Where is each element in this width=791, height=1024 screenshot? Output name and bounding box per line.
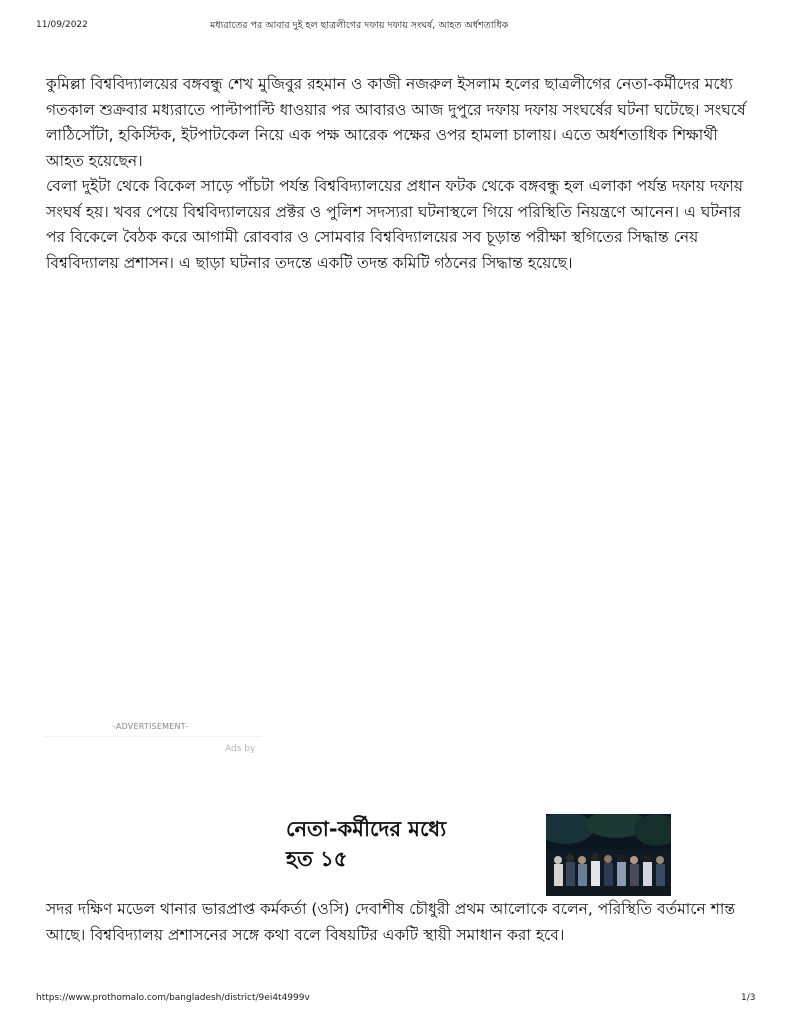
print-header-title: মধ্যরাতের পর আবার দুই হল ছাত্রলীগের দফায় দফায় সংঘর্ষ, আহত অর্ধশতাধিক bbox=[210, 20, 509, 31]
related-article-title[interactable]: নেতা-কর্মীদের মধ্যে হত ১৫ bbox=[286, 817, 447, 871]
crowd-photo-image bbox=[546, 814, 671, 896]
page-number: 1/3 bbox=[741, 993, 756, 1003]
advertisement-divider bbox=[44, 736, 262, 737]
article-paragraph: সদর দক্ষিণ মডেল থানার ভারপ্রাপ্ত কর্মকর্তা (ওসি) দেবাশীষ চৌধুরী প্রথম আলোকে বলেন, পরিস্থিতি বর্তমানে শান্ত আছে। বিশ্ববিদ্যালয় প্রশাসনের সঙ্গে কথা বলে বিষয়টির একটি স্থায়ী সমাধান করা হবে। bbox=[46, 900, 736, 944]
article-paragraph: বেলা দুইটা থেকে বিকেল সাড়ে পাঁচটা পর্যন্ত বিশ্ববিদ্যালয়ের প্রধান ফটক থেকে বঙ্গবন্ধু হল এলাকা পর্যন্ত দফায় দফায় সংঘর্ষ হয়। খবর পেয়ে বিশ্ববিদ্যালয়ের প্রক্টর ও পুলিশ সদস্যরা ঘটনাস্থলে গিয়ে পরিস্থিতি নিয়ন্ত্রণে আনেন। এ ঘটনার পর বিকেলে বৈঠক করে আগামী রোববার ও সোমবার বিশ্ববিদ্যালয়ের সব চূড়ান্ত পরীক্ষা স্থগিতের সিদ্ধান্ত নেয় বিশ্ববিদ্যালয় প্রশাসন। এ ছাড়া ঘটনার তদন্তে একটি তদন্ত কমিটি গঠনের সিদ্ধান্ত হয়েছে। bbox=[46, 177, 744, 272]
article-body bbox=[46, 72, 758, 276]
related-article-photo[interactable] bbox=[546, 814, 671, 896]
footer-url[interactable]: https://www.prothomalo.com/bangladesh/district/9ei4t4999v bbox=[36, 993, 310, 1003]
article-closing bbox=[46, 897, 758, 948]
advertisement-label: -ADVERTISEMENT- bbox=[113, 722, 189, 731]
print-date: 11/09/2022 bbox=[36, 20, 88, 30]
ads-by-label[interactable]: Ads by bbox=[225, 744, 256, 754]
article-paragraph: কুমিল্লা বিশ্ববিদ্যালয়ের বঙ্গবন্ধু শেখ মুজিবুর রহমান ও কাজী নজরুল ইসলাম হলের ছাত্রলীগের নেতা-কর্মীদের মধ্যে গতকাল শুক্রবার মধ্যরাতে পাল্টাপাল্টি ধাওয়ার পর আবারও আজ দুপুরে দফায় দফায় সংঘর্ষের ঘটনা ঘটেছে। সংঘর্ষে লাঠিসোঁটা, হকিস্টিক, ইটপাটকেল নিয়ে এক পক্ষ আরেক পক্ষের ওপর হামলা চালায়। এতে অর্ধশতাধিক শিক্ষার্থী আহত হয়েছেন। bbox=[46, 75, 746, 170]
